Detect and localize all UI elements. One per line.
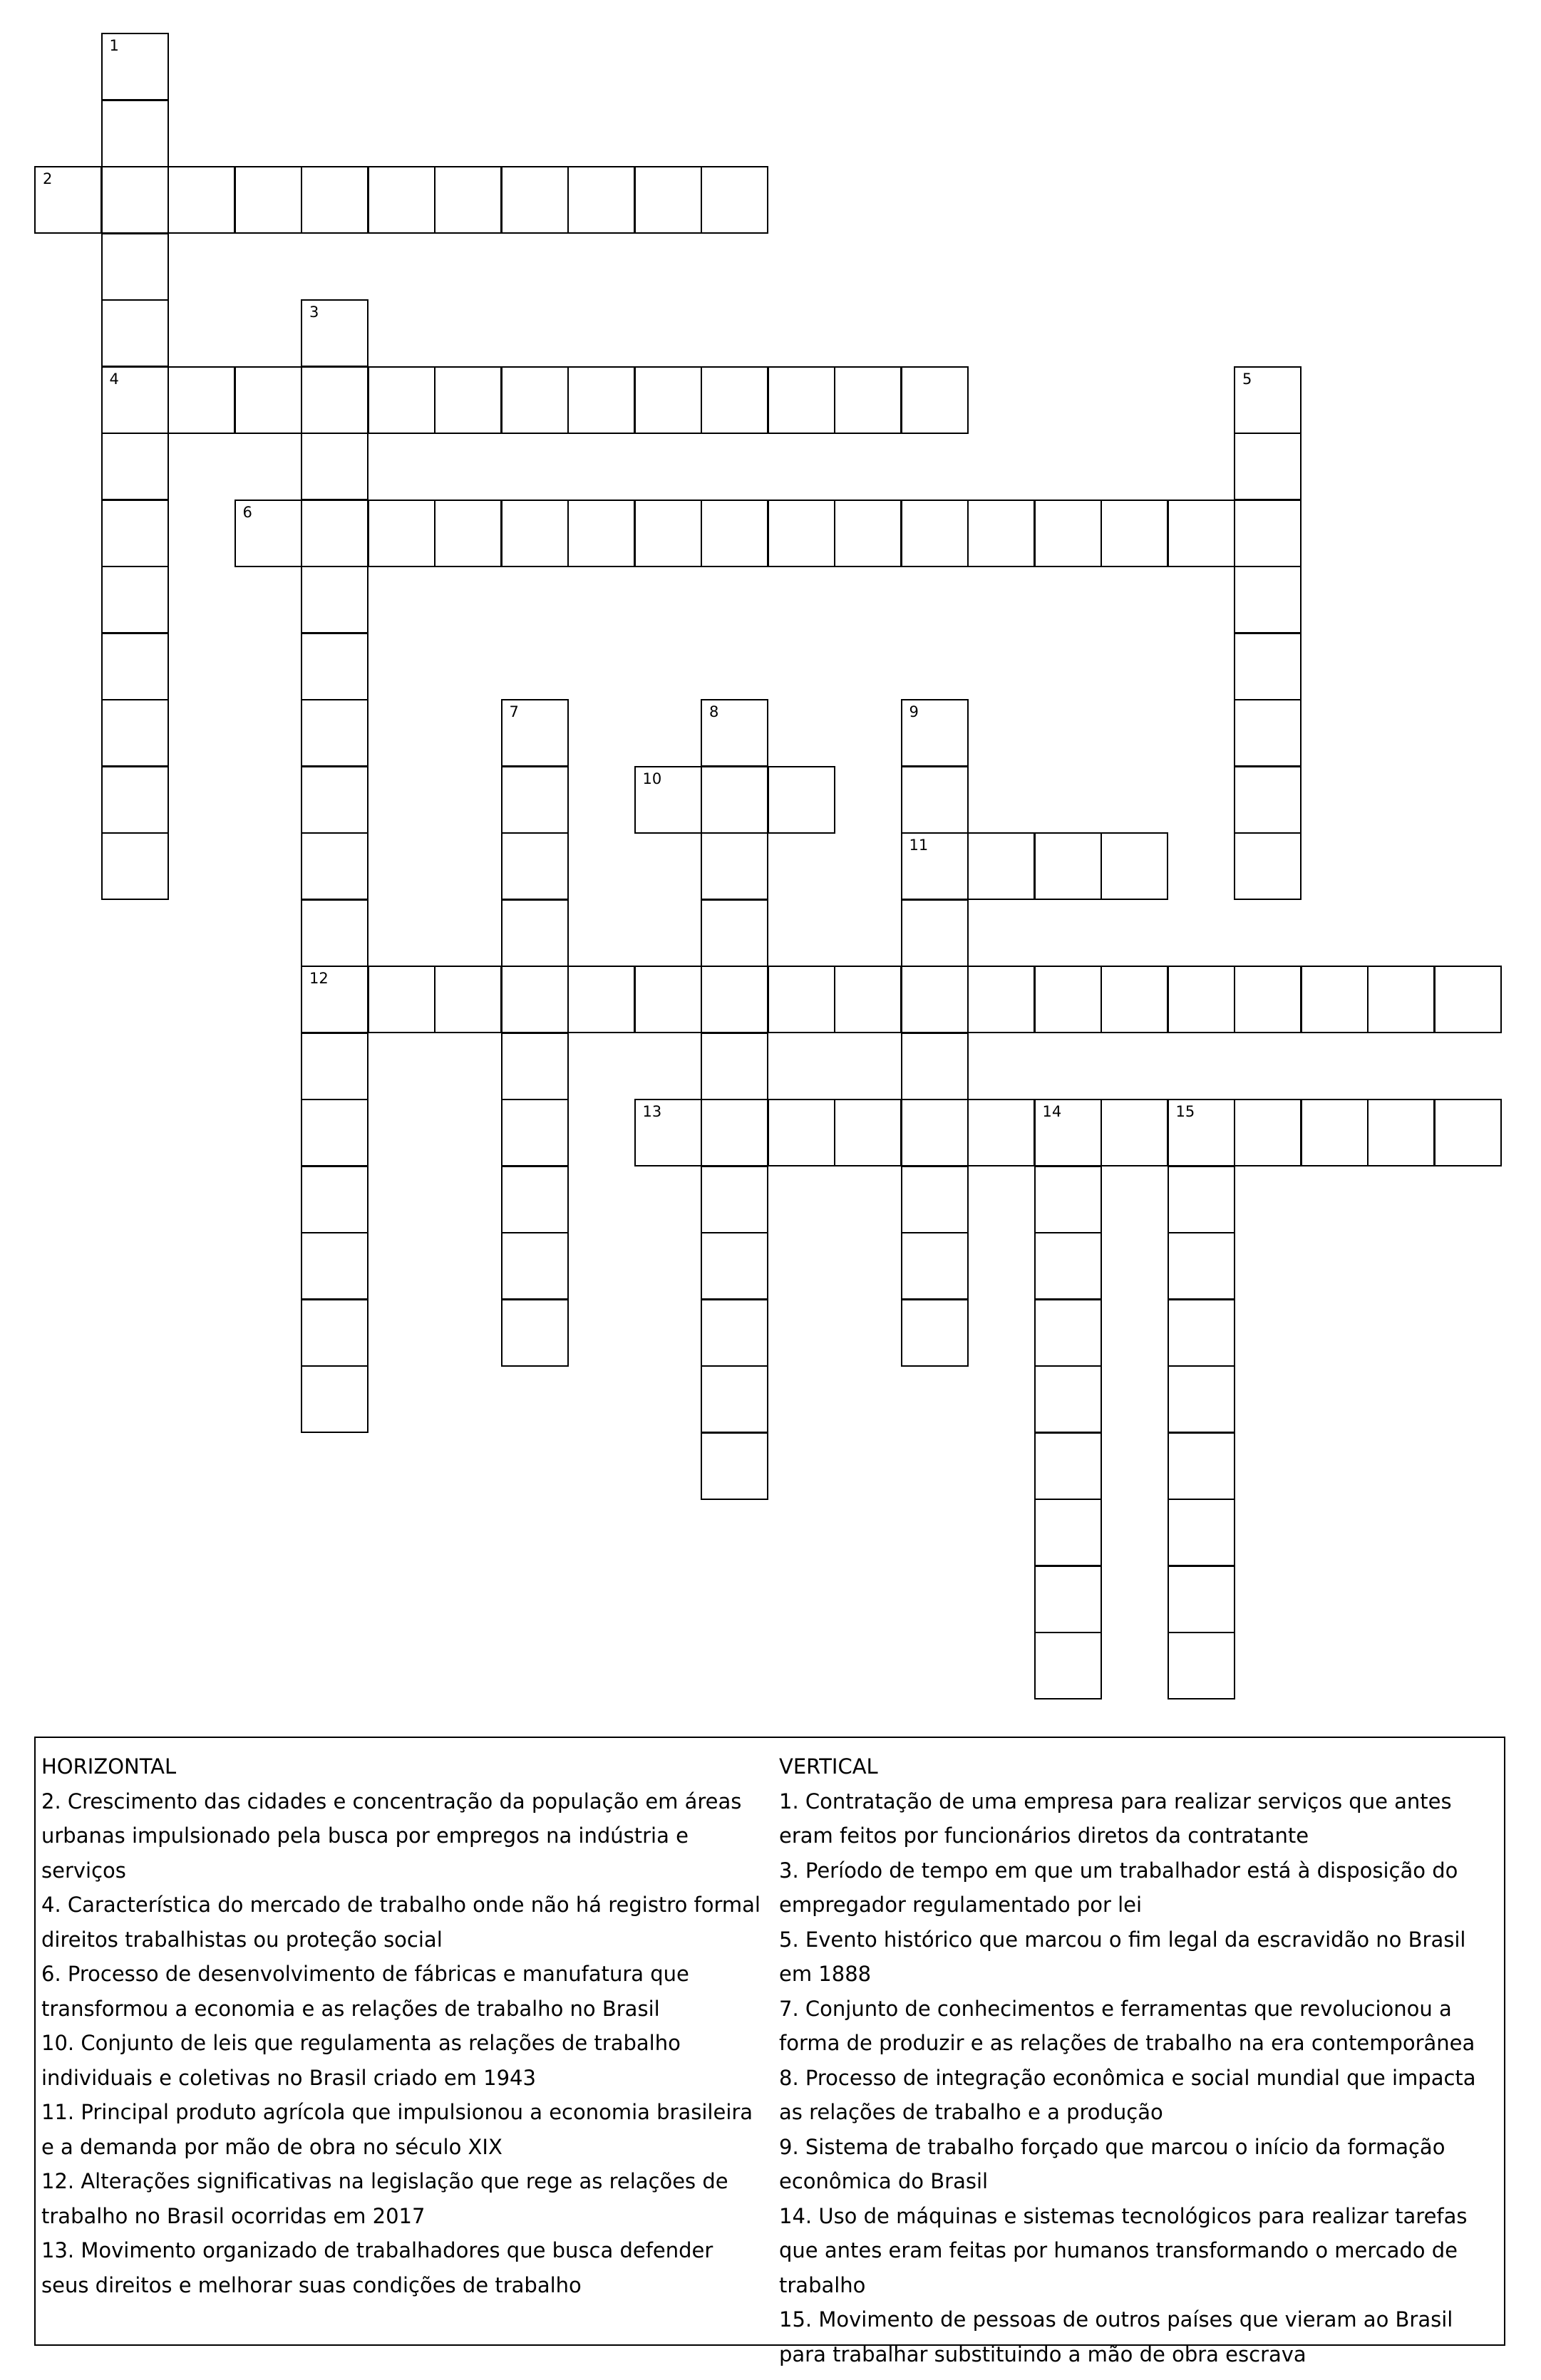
grid-cell[interactable] bbox=[301, 699, 368, 767]
grid-cell[interactable] bbox=[1034, 1632, 1102, 1699]
grid-cell[interactable] bbox=[1168, 1365, 1235, 1433]
grid-cell[interactable] bbox=[701, 1432, 768, 1500]
clue-number: 4 bbox=[109, 370, 119, 388]
grid-cell[interactable] bbox=[501, 832, 569, 900]
clue-across-4: 4. Característica do mercado de trabalho onde não há registro formal direitos trabalhistas ou proteção social bbox=[41, 1893, 761, 1952]
grid-cell[interactable] bbox=[1234, 566, 1302, 633]
grid-cell[interactable] bbox=[834, 366, 902, 434]
grid-cell[interactable] bbox=[1234, 1099, 1302, 1166]
grid-cell[interactable] bbox=[1234, 966, 1302, 1033]
grid-cell[interactable] bbox=[967, 500, 1035, 567]
grid-cell[interactable] bbox=[634, 166, 702, 234]
clue-down-3: 3. Período de tempo em que um trabalhador está à disposição do empregador regulamentado por lei bbox=[779, 1858, 1458, 1917]
grid-cell[interactable] bbox=[301, 299, 368, 367]
grid-cell[interactable] bbox=[1234, 699, 1302, 767]
grid-cell[interactable] bbox=[1034, 1499, 1102, 1566]
grid-cell[interactable] bbox=[501, 1033, 569, 1100]
grid-cell[interactable] bbox=[434, 166, 502, 234]
clue-number: 6 bbox=[242, 503, 252, 521]
grid-cell[interactable] bbox=[1168, 1499, 1235, 1566]
clue-number: 10 bbox=[642, 770, 662, 787]
grid-cell[interactable] bbox=[634, 366, 702, 434]
grid-cell[interactable] bbox=[1101, 500, 1168, 567]
grid-cell[interactable] bbox=[1301, 966, 1369, 1033]
grid-cell[interactable] bbox=[101, 299, 169, 367]
grid-cell[interactable] bbox=[1034, 1432, 1102, 1500]
grid-cell[interactable] bbox=[1168, 1166, 1235, 1233]
grid-cell[interactable] bbox=[101, 433, 169, 500]
clue-down-5: 5. Evento histórico que marcou o fim legal da escravidão no Brasil em 1888 bbox=[779, 1927, 1466, 1986]
grid-cell[interactable] bbox=[1034, 1365, 1102, 1433]
grid-cell[interactable] bbox=[501, 366, 569, 434]
clue-down-8: 8. Processo de integração econômica e social mundial que impacta as relações de trabalho e a produção bbox=[779, 2065, 1476, 2124]
grid-cell[interactable] bbox=[1168, 1632, 1235, 1699]
grid-cell[interactable] bbox=[1168, 1299, 1235, 1367]
grid-cell[interactable] bbox=[1034, 1566, 1102, 1633]
clue-down-14: 14. Uso de máquinas e sistemas tecnológicos para realizar tarefas que antes eram feitas por humanos transformando o mercado de trabalho bbox=[779, 2203, 1468, 2297]
grid-cell[interactable] bbox=[1034, 1299, 1102, 1367]
grid-cell[interactable] bbox=[701, 966, 768, 1033]
grid-cell[interactable] bbox=[768, 366, 835, 434]
grid-cell[interactable] bbox=[701, 1299, 768, 1367]
grid-cell[interactable] bbox=[301, 1299, 368, 1367]
grid-cell[interactable] bbox=[101, 566, 169, 633]
grid-cell[interactable] bbox=[901, 1299, 969, 1367]
grid-cell[interactable] bbox=[901, 699, 969, 767]
grid-cell[interactable] bbox=[1301, 1099, 1369, 1166]
grid-cell[interactable] bbox=[501, 1299, 569, 1367]
grid-cell[interactable] bbox=[501, 1166, 569, 1233]
grid-cell[interactable] bbox=[567, 500, 635, 567]
clue-number: 2 bbox=[43, 170, 53, 187]
grid-cell[interactable] bbox=[434, 966, 502, 1033]
grid-cell[interactable] bbox=[701, 766, 768, 834]
grid-cell[interactable] bbox=[901, 1099, 969, 1166]
grid-cell[interactable] bbox=[1034, 1166, 1102, 1233]
grid-cell[interactable] bbox=[768, 500, 835, 567]
grid-cell[interactable] bbox=[234, 166, 302, 234]
grid-cell[interactable] bbox=[1234, 500, 1302, 567]
clues-panel bbox=[34, 1737, 1505, 2366]
grid-cell[interactable] bbox=[1168, 1432, 1235, 1500]
grid-cell[interactable] bbox=[101, 233, 169, 301]
grid-cell[interactable] bbox=[301, 566, 368, 633]
grid-cell[interactable] bbox=[301, 832, 368, 900]
grid-cell[interactable] bbox=[1168, 966, 1235, 1033]
grid-cell[interactable] bbox=[1367, 1099, 1435, 1166]
grid-cell[interactable] bbox=[301, 433, 368, 500]
grid-cell[interactable] bbox=[1168, 1232, 1235, 1300]
grid-cell[interactable] bbox=[567, 366, 635, 434]
grid-cell[interactable] bbox=[634, 500, 702, 567]
clue-number: 8 bbox=[709, 703, 719, 720]
grid-cell[interactable] bbox=[901, 1033, 969, 1100]
grid-cell[interactable] bbox=[101, 699, 169, 767]
grid-cell[interactable] bbox=[1434, 1099, 1502, 1166]
grid-cell[interactable] bbox=[101, 500, 169, 567]
grid-cell[interactable] bbox=[701, 1232, 768, 1300]
grid-cell[interactable] bbox=[234, 366, 302, 434]
grid-cell[interactable] bbox=[1034, 966, 1102, 1033]
grid-cell[interactable] bbox=[901, 500, 969, 567]
grid-cell[interactable] bbox=[1101, 1099, 1168, 1166]
grid-cell[interactable] bbox=[501, 966, 569, 1033]
grid-cell[interactable] bbox=[901, 1232, 969, 1300]
grid-cell[interactable] bbox=[434, 366, 502, 434]
vertical-clues bbox=[779, 1749, 1499, 2371]
grid-cell[interactable] bbox=[567, 966, 635, 1033]
grid-cell[interactable] bbox=[567, 166, 635, 234]
grid-cell[interactable] bbox=[1101, 832, 1168, 900]
grid-cell[interactable] bbox=[301, 1365, 368, 1433]
grid-cell[interactable] bbox=[168, 166, 235, 234]
grid-cell[interactable] bbox=[701, 1365, 768, 1433]
grid-cell[interactable] bbox=[834, 500, 902, 567]
grid-cell[interactable] bbox=[701, 500, 768, 567]
grid-cell[interactable] bbox=[701, 166, 768, 234]
clue-across-2: 2. Crescimento das cidades e concentração da população em áreas urbanas impulsionado pela busca por empregos na indústria e serviços bbox=[41, 1789, 742, 1883]
grid-cell[interactable] bbox=[1234, 633, 1302, 700]
horizontal-heading: HORIZONTAL bbox=[41, 1754, 177, 1779]
grid-cell[interactable] bbox=[301, 1033, 368, 1100]
grid-cell[interactable] bbox=[501, 1099, 569, 1166]
grid-cell[interactable] bbox=[101, 832, 169, 900]
grid-cell[interactable] bbox=[101, 366, 169, 434]
grid-cell[interactable] bbox=[434, 500, 502, 567]
grid-cell[interactable] bbox=[967, 1099, 1035, 1166]
clue-number: 3 bbox=[309, 304, 319, 321]
grid-cell[interactable] bbox=[701, 832, 768, 900]
grid-cell[interactable] bbox=[901, 832, 969, 900]
grid-cell[interactable] bbox=[967, 966, 1035, 1033]
grid-cell[interactable] bbox=[168, 366, 235, 434]
grid-cell[interactable] bbox=[1034, 832, 1102, 900]
grid-cell[interactable] bbox=[501, 766, 569, 834]
grid-cell[interactable] bbox=[701, 1166, 768, 1233]
clue-down-7: 7. Conjunto de conhecimentos e ferramentas que revolucionou a forma de produzir e as relações de trabalho na era contemporânea bbox=[779, 1996, 1475, 2055]
grid-cell[interactable] bbox=[301, 899, 368, 967]
clue-number: 7 bbox=[509, 703, 519, 720]
grid-cell[interactable] bbox=[301, 766, 368, 834]
grid-cell[interactable] bbox=[301, 366, 368, 434]
grid-cell[interactable] bbox=[368, 166, 436, 234]
grid-cell[interactable] bbox=[768, 1099, 835, 1166]
grid-cell[interactable] bbox=[301, 1099, 368, 1166]
grid-cell[interactable] bbox=[901, 1166, 969, 1233]
clue-number: 5 bbox=[1242, 370, 1252, 388]
grid-cell[interactable] bbox=[368, 500, 436, 567]
grid-cell[interactable] bbox=[1234, 366, 1302, 434]
grid-cell[interactable] bbox=[101, 100, 169, 167]
clue-across-6: 6. Processo de desenvolvimento de fábricas e manufatura que transformou a economia e as relações de trabalho no Brasil bbox=[41, 1962, 689, 2021]
grid-cell[interactable] bbox=[101, 33, 169, 100]
grid-cell[interactable] bbox=[1168, 500, 1235, 567]
grid-cell[interactable] bbox=[768, 766, 835, 834]
grid-cell[interactable] bbox=[368, 366, 436, 434]
clue-number: 15 bbox=[1175, 1103, 1195, 1120]
grid-cell[interactable] bbox=[701, 899, 768, 967]
grid-cell[interactable] bbox=[234, 500, 302, 567]
grid-cell[interactable] bbox=[301, 633, 368, 700]
grid-cell[interactable] bbox=[967, 832, 1035, 900]
grid-cell[interactable] bbox=[368, 966, 436, 1033]
grid-cell[interactable] bbox=[901, 899, 969, 967]
grid-cell[interactable] bbox=[834, 1099, 902, 1166]
clue-across-11: 11. Principal produto agrícola que impulsionou a economia brasileira e a demanda por mão de obra no século XIX bbox=[41, 2100, 753, 2159]
grid-cell[interactable] bbox=[901, 366, 969, 434]
clue-down-15: 15. Movimento de pessoas de outros países que vieram ao Brasil para trabalhar substituindo a mão de obra escrava bbox=[779, 2307, 1453, 2366]
grid-cell[interactable] bbox=[1234, 433, 1302, 500]
clue-number: 12 bbox=[309, 970, 329, 987]
horizontal-clues bbox=[41, 1749, 761, 2302]
grid-cell[interactable] bbox=[1434, 966, 1502, 1033]
grid-cell[interactable] bbox=[1034, 1232, 1102, 1300]
grid-cell[interactable] bbox=[1034, 1099, 1102, 1166]
grid-cell[interactable] bbox=[301, 1232, 368, 1300]
grid-cell[interactable] bbox=[101, 166, 169, 234]
grid-cell[interactable] bbox=[634, 766, 702, 834]
grid-cell[interactable] bbox=[1168, 1099, 1235, 1166]
grid-cell[interactable] bbox=[701, 1033, 768, 1100]
grid-cell[interactable] bbox=[301, 500, 368, 567]
clue-number: 9 bbox=[909, 703, 919, 720]
vertical-heading: VERTICAL bbox=[779, 1754, 878, 1779]
clue-number: 14 bbox=[1042, 1103, 1062, 1120]
clue-across-13: 13. Movimento organizado de trabalhadores que busca defender seus direitos e melhorar suas condições de trabalho bbox=[41, 2238, 713, 2297]
grid-cell[interactable] bbox=[1234, 766, 1302, 834]
clue-down-9: 9. Sistema de trabalho forçado que marcou o início da formação econômica do Brasil bbox=[779, 2134, 1445, 2193]
clue-number: 1 bbox=[109, 37, 119, 54]
grid-cell[interactable] bbox=[501, 500, 569, 567]
clue-down-1: 1. Contratação de uma empresa para realizar serviços que antes eram feitos por funcionários diretos da contratante bbox=[779, 1789, 1452, 1848]
grid-cell[interactable] bbox=[901, 966, 969, 1033]
grid-cell[interactable] bbox=[501, 1232, 569, 1300]
grid-cell[interactable] bbox=[501, 699, 569, 767]
grid-cell[interactable] bbox=[301, 1166, 368, 1233]
clue-number: 11 bbox=[909, 837, 929, 854]
grid-cell[interactable] bbox=[834, 966, 902, 1033]
grid-cell[interactable] bbox=[901, 766, 969, 834]
grid-cell[interactable] bbox=[1101, 966, 1168, 1033]
grid-cell[interactable] bbox=[634, 966, 702, 1033]
grid-cell[interactable] bbox=[101, 633, 169, 700]
grid-cell[interactable] bbox=[501, 899, 569, 967]
grid-cell[interactable] bbox=[1168, 1566, 1235, 1633]
grid-cell[interactable] bbox=[1367, 966, 1435, 1033]
grid-cell[interactable] bbox=[301, 966, 368, 1033]
grid-cell[interactable] bbox=[501, 166, 569, 234]
grid-cell[interactable] bbox=[1234, 832, 1302, 900]
grid-cell[interactable] bbox=[301, 166, 368, 234]
grid-cell[interactable] bbox=[701, 366, 768, 434]
clue-across-10: 10. Conjunto de leis que regulamenta as relações de trabalho individuais e coletivas no Brasil criado em 1943 bbox=[41, 2031, 681, 2090]
grid-cell[interactable] bbox=[1034, 500, 1102, 567]
grid-cell[interactable] bbox=[34, 166, 102, 234]
grid-cell[interactable] bbox=[101, 766, 169, 834]
clue-across-12: 12. Alterações significativas na legislação que rege as relações de trabalho no Brasil ocorridas em 2017 bbox=[41, 2169, 728, 2228]
grid-cell[interactable] bbox=[768, 966, 835, 1033]
grid-cell[interactable] bbox=[634, 1099, 702, 1166]
grid-cell[interactable] bbox=[701, 1099, 768, 1166]
grid-cell[interactable] bbox=[701, 699, 768, 767]
clue-number: 13 bbox=[642, 1103, 662, 1120]
